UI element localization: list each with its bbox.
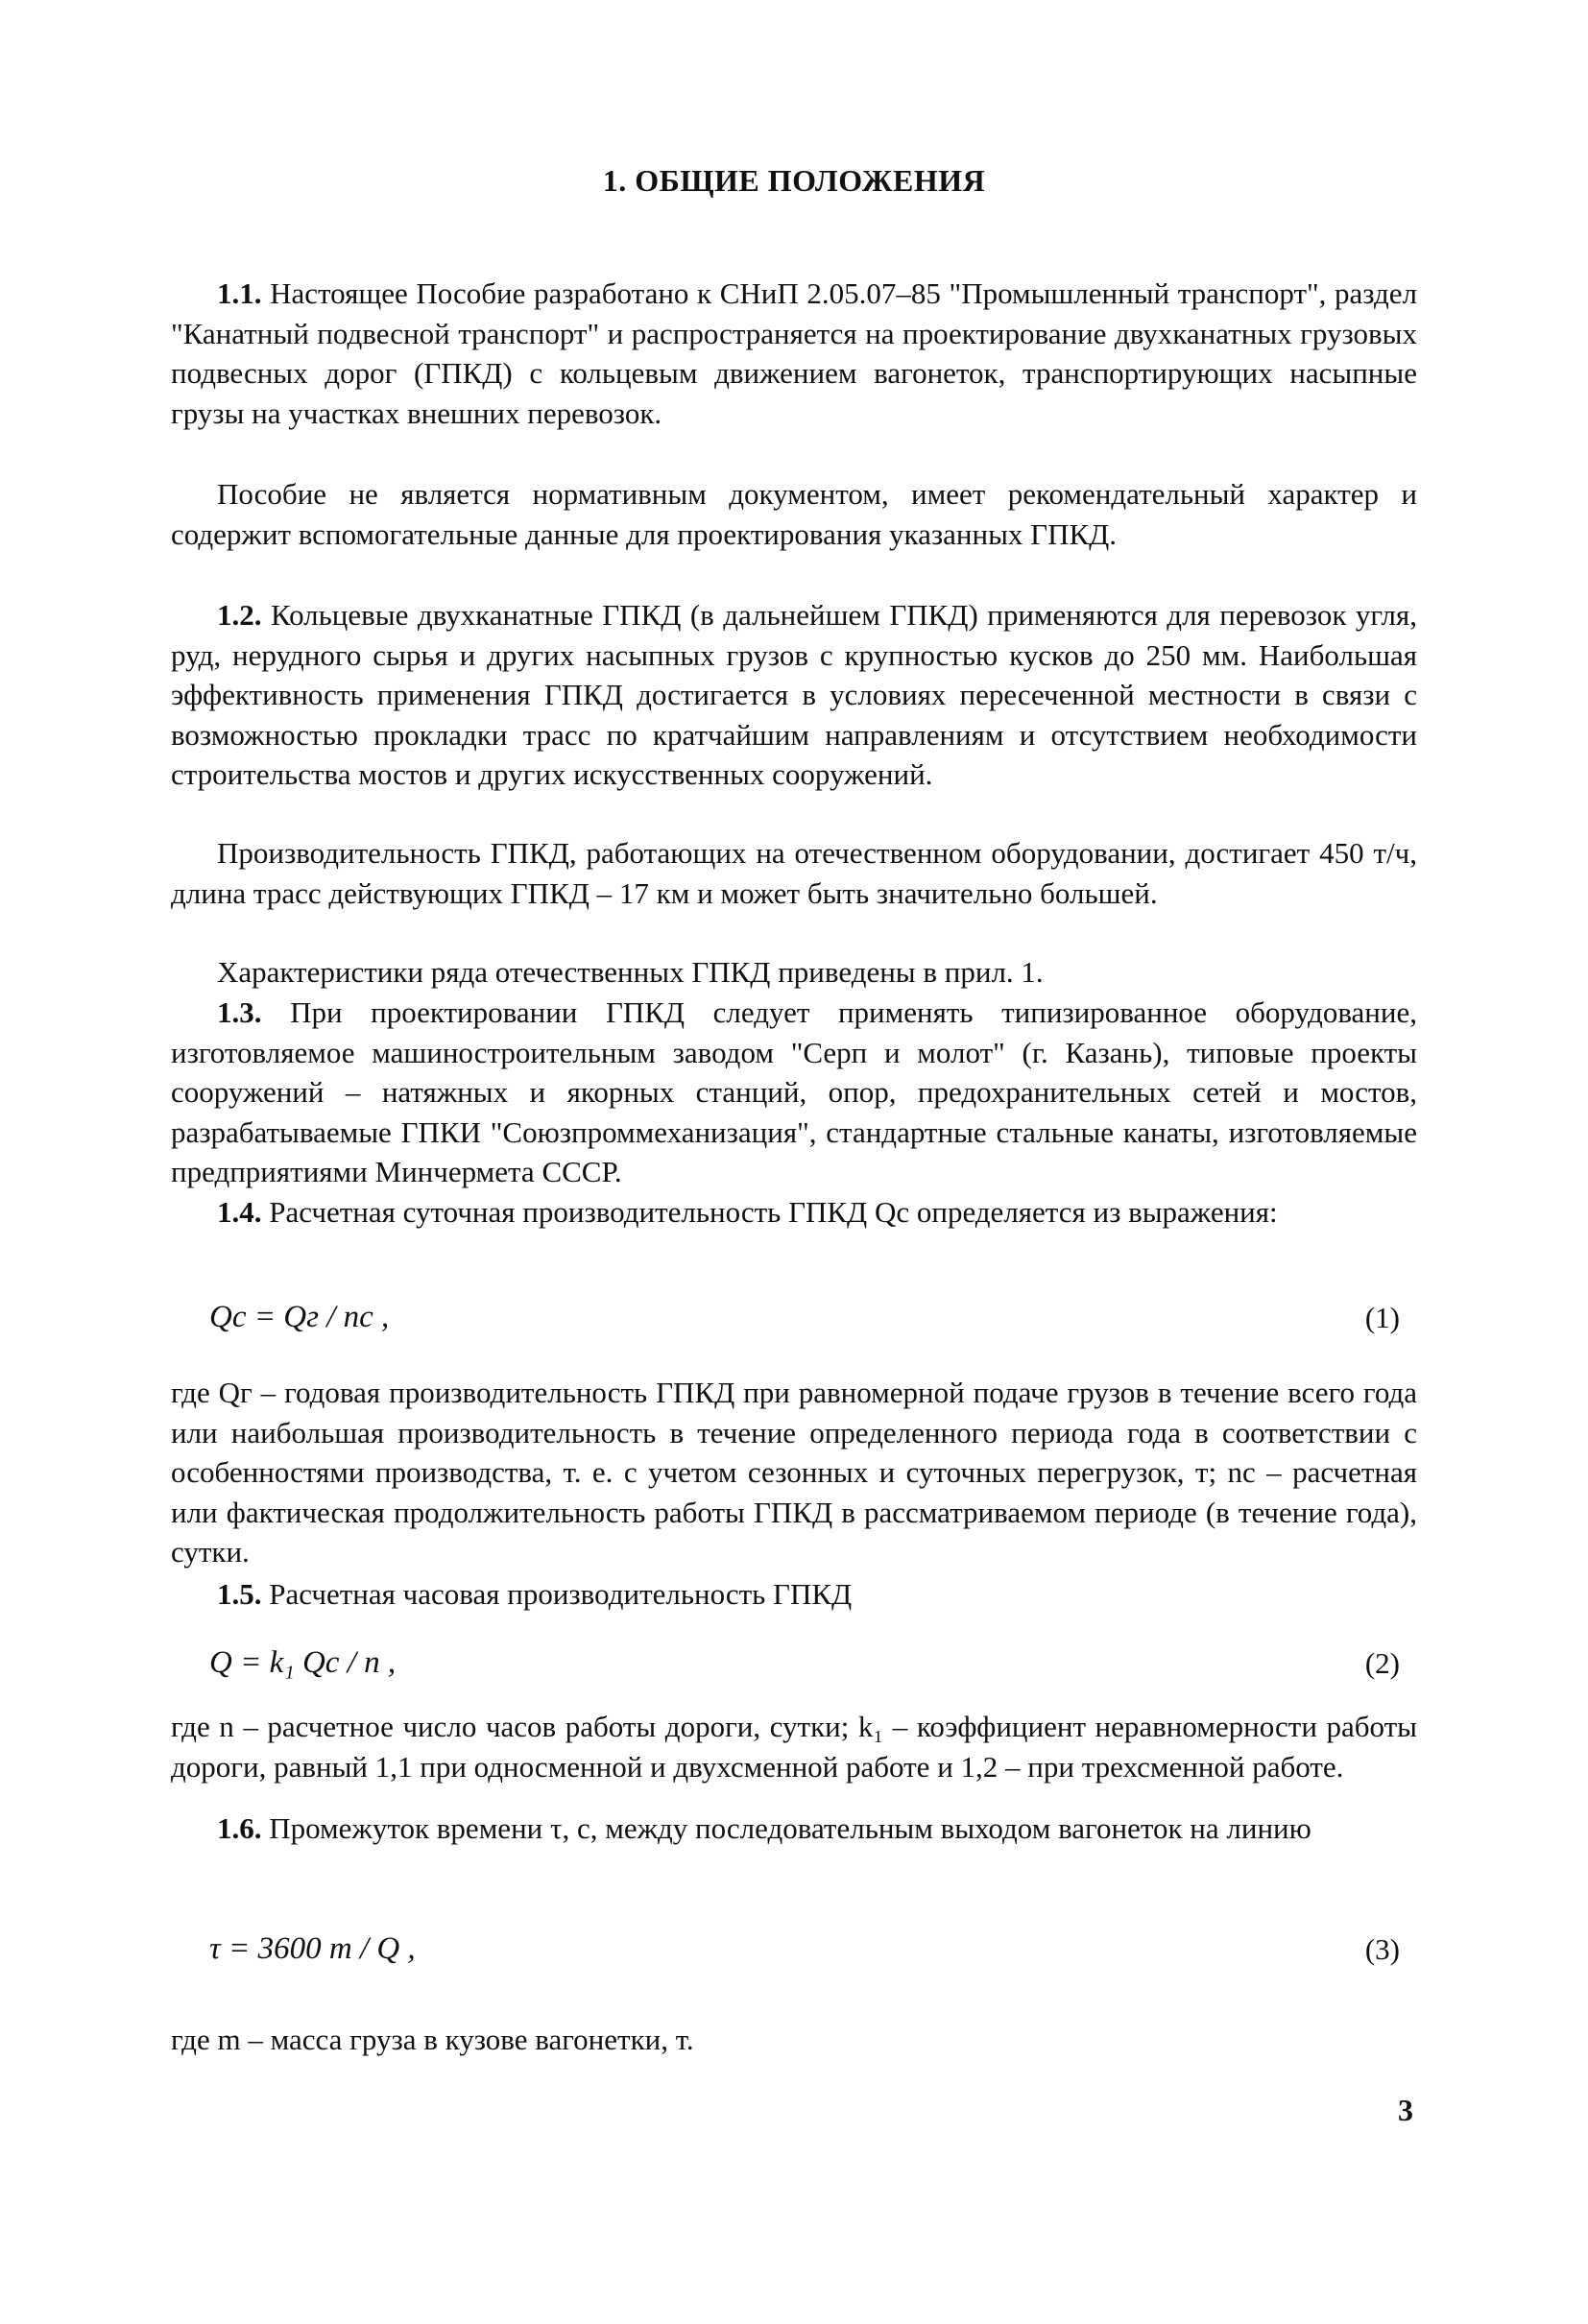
paragraph-1-1-b [171, 474, 1417, 554]
paragraph-1-3 [171, 993, 1417, 1192]
paragraph-text: Характеристики ряда отечественных ГПКД приведены в прил. 1. [217, 955, 1044, 989]
paragraph-text: Производительность ГПКД, работающих на отечественном оборудовании, достигает 450 т/ч, длина трасс действующих ГПКД – 17 км и может быть значительно большей. [171, 836, 1417, 910]
paragraph-1-1 [171, 274, 1417, 433]
paragraph-1-4 [171, 1192, 1417, 1233]
equation-number: (3) [1364, 1932, 1400, 1966]
clause-text: При проектировании ГПКД следует применять типизированное оборудование, изготовляемое машиностроительным заводом "Серп и молот" (г. Казань), типовые проекты сооружений – натяжных и якорных станций, опор, предохранительных сетей и мостов, разрабатываемые ГПКИ "Союзпроммеханизация", стандартные стальные канаты, изготовляемые предприятиями Минчермета СССР. [171, 995, 1417, 1188]
paragraph-1-2 [171, 595, 1417, 795]
section-heading: 1. ОБЩИЕ ПОЛОЖЕНИЯ [602, 163, 986, 198]
formula-expression: τ = 3600 m / Q , [209, 1931, 416, 1966]
clause-number: 1.2. [217, 598, 262, 632]
formula-expression: Q = k₁ Qс / n , [209, 1645, 397, 1680]
clause-number: 1.4. [217, 1195, 262, 1229]
clause-text: Расчетная часовая производительность ГПКД [261, 1577, 853, 1611]
clause-number: 1.1. [217, 276, 262, 310]
clause-text: Расчетная суточная производительность ГПКД Qс определяется из выражения: [261, 1195, 1278, 1229]
formula-3 [171, 1929, 1417, 1972]
page-number: 3 [1398, 2093, 1413, 2127]
clause-number: 1.5. [217, 1577, 262, 1611]
paragraph-1-2-c [171, 952, 1417, 993]
formula-expression: Qс = Qг / nс , [209, 1300, 390, 1334]
equation-number: (1) [1364, 1301, 1400, 1334]
where-clause-1 [171, 1373, 1417, 1572]
clause-text: Кольцевые двухканатные ГПКД (в дальнейшем ГПКД) применяются для перевозок угля, руд, нерудного сырья и других насыпных грузов с крупностью кусков до 250 мм. Наибольшая эффективность применения ГПКД достигается в условиях пересеченной местности в связи с возможностью прокладки трасс по кратчайшим направлениям и отсутствием необходимости строительства мостов и других искусственных сооружений. [171, 598, 1417, 791]
clause-number: 1.6. [217, 1811, 262, 1845]
paragraph-text: где m – масса груза в кузове вагонетки, т. [171, 2023, 694, 2056]
paragraph-1-5 [171, 1574, 1417, 1615]
paragraph-text: Пособие не является нормативным документом, имеет рекомендательный характер и содержит вспомогательные данные для проектирования указанных ГПКД. [171, 477, 1417, 551]
clause-text: Настоящее Пособие разработано к СНиП 2.05.07–85 "Промышленный транспорт", раздел "Канатный подвесной транспорт" и распространяется на проектирование двухканатных грузовых подвесных дорог (ГПКД) с кольцевым движением вагонеток, транспортирующих насыпные грузы на участках внешних перевозок. [171, 276, 1417, 430]
clause-text: Промежуток времени τ, с, между последовательным выходом вагонеток на линию [261, 1811, 1311, 1845]
clause-number: 1.3. [217, 995, 262, 1029]
where-clause-3 [171, 2020, 1417, 2060]
paragraph-1-6 [171, 1809, 1417, 1849]
where-clause-2 [171, 1707, 1417, 1786]
paragraph-text: где Qг – годовая производительность ГПКД при равномерной подаче грузов в течение всего года или наибольшая производительность в течение определенного периода года в соответствии с особенностями производства, т. е. с учетом сезонных и суточных перегрузок, т; nс – расчетная или фактическая продолжительность работы ГПКД в рассматриваемом периоде (в течение года), сутки. [171, 1376, 1417, 1569]
paragraph-text: где n – расчетное число часов работы дороги, сутки; k₁ – коэффициент неравномерности работы дороги, равный 1,1 при односменной и двухсменной работе и 1,2 – при трехсменной работе. [171, 1710, 1417, 1784]
formula-1 [171, 1298, 1417, 1340]
formula-2 [171, 1643, 1417, 1686]
equation-number: (2) [1364, 1646, 1400, 1680]
paragraph-1-2-b [171, 833, 1417, 913]
